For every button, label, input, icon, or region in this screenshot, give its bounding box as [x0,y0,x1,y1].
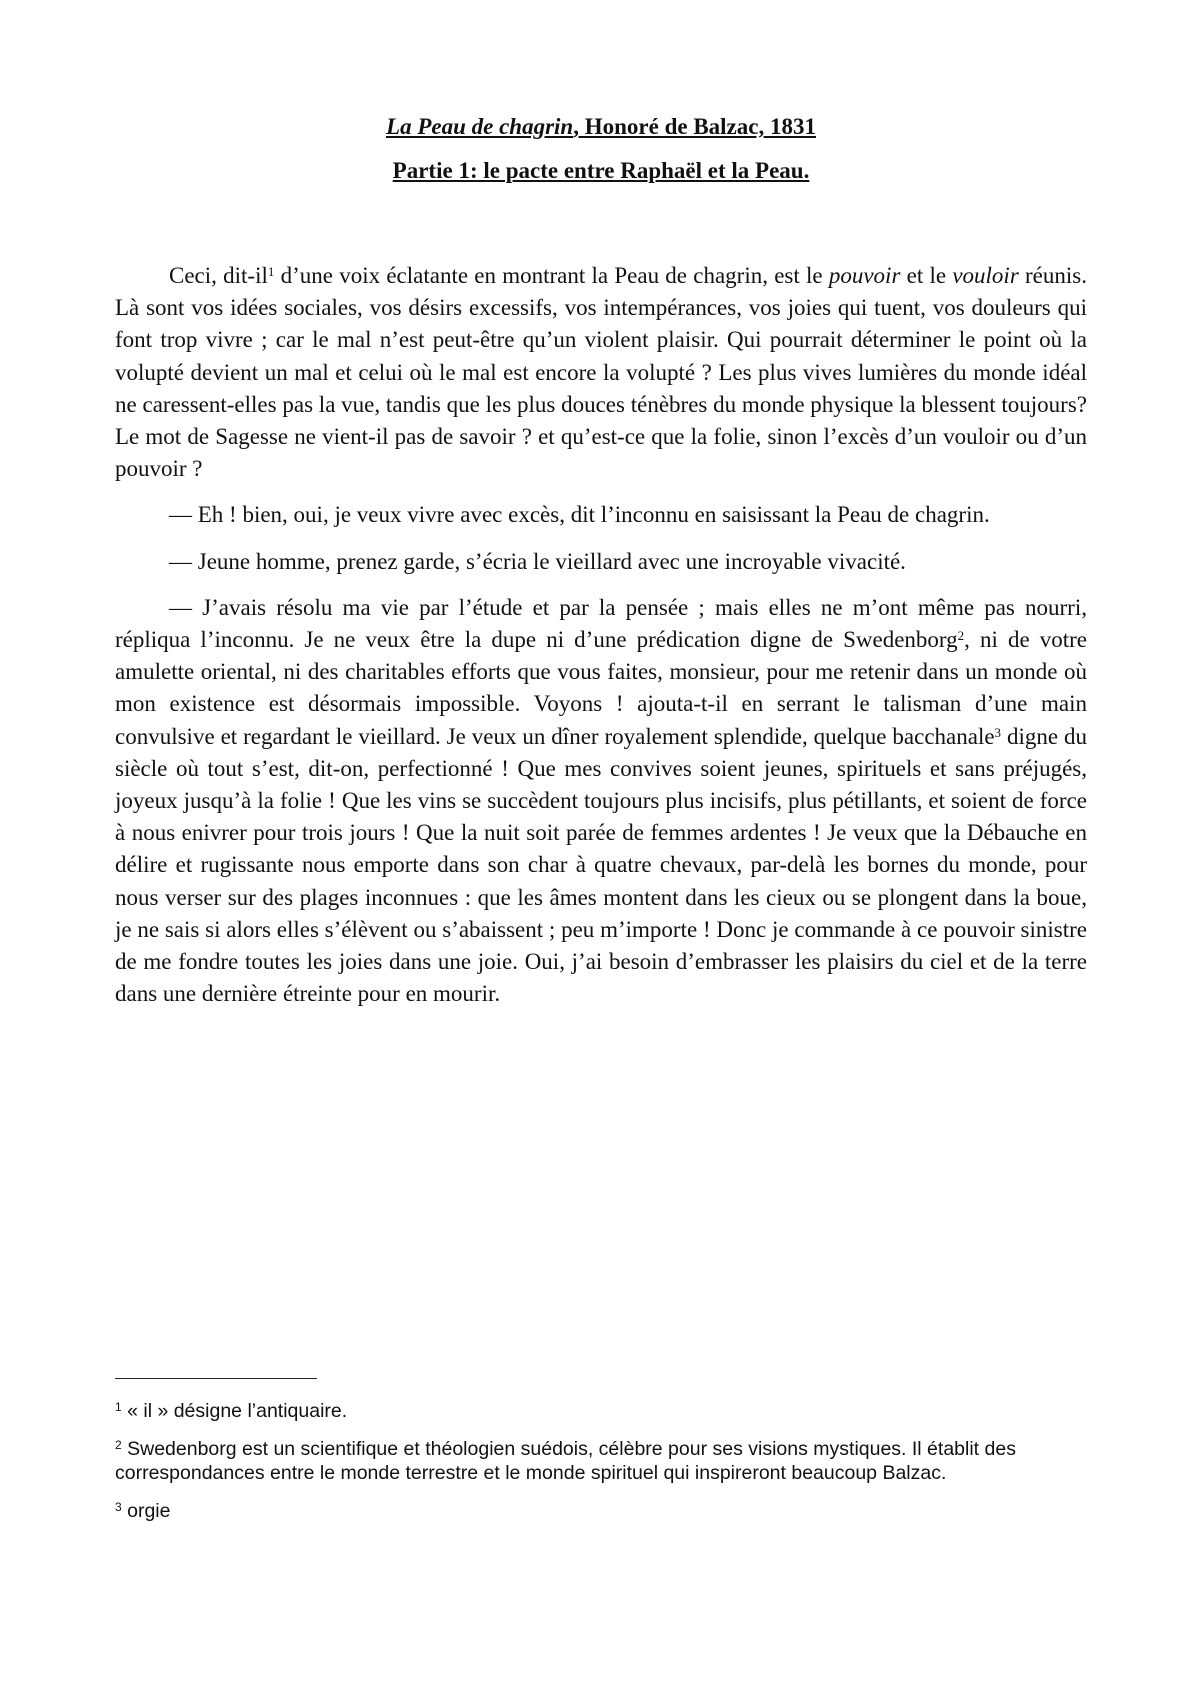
footnote-text: Swedenborg est un scientifique et théologien suédois, célèbre pour ses visions mystiques. Il établit des correspondances entre le monde terrestre et le monde spirituel qui inspireront beaucoup Balzac. [115,1438,1016,1484]
work-title: La Peau de chagrin [386,114,574,139]
footnote-1 [115,1399,1095,1423]
footnote-ref-1[interactable]: 1 [267,264,275,279]
document-page [115,110,1087,1024]
footnote-3 [115,1499,1095,1523]
footnote-ref-3[interactable]: 3 [994,724,1002,740]
text-run: Ceci, dit-il [169,263,268,288]
footnote-2 [115,1437,1095,1485]
paragraph-2: — Eh ! bien, oui, je veux vivre avec excès, dit l’inconnu en saisissant la Peau de chagrin. [169,502,990,528]
footnote-number: 1 [115,1400,122,1414]
paragraph-3: — Jeune homme, prenez garde, s’écria le vieillard avec une incroyable vivacité. [169,548,906,574]
text-run: réunis. Là sont vos idées sociales, vos désirs excessifs, vos intempérances, vos joies qui tuent, vos douleurs qui font trop vivre ; car le mal n’est peut-être qu’un violent plaisir. Qui pourrait déterminer le point où la volupté devient un mal et celui où le mal est encore la volupté ? Les plus vives lumières du monde idéal ne caressent-elles pas la vue, tandis que les plus douces ténèbres du monde physique la blessent toujours? Le mot de Sagesse ne vient-il pas de savoir ? et qu’est-ce que la folie, sinon l’excès d’un vouloir ou d’un pouvoir ? [115,263,1087,482]
text-run: — J’avais résolu ma vie par l’étude et par la pensée ; mais elles ne m’ont même pas nourri, répliqua l’inconnu. Je ne veux être la dupe ni d’une prédication digne de Swedenborg [115,594,1087,653]
footnote-ref-2[interactable]: 2 [957,628,965,644]
text-run: et le [900,263,953,288]
footnote-number: 3 [115,1500,122,1514]
emphasis-vouloir: vouloir [952,263,1019,288]
footnote-number: 2 [115,1438,122,1452]
footnotes [115,1378,1095,1537]
body-text [115,260,1087,1010]
section-subtitle: Partie 1: le pacte entre Raphaël et la Peau. [392,158,810,183]
emphasis-pouvoir: pouvoir [828,263,901,288]
footnote-text: orgie [121,1500,171,1522]
paragraph-1 [115,260,1087,485]
text-run: digne du siècle où tout s’est, dit-on, perfectionné ! Que mes convives soient jeunes, spirituels et sans préjugés, joyeux jusqu’à la folie ! Que les vins se succèdent toujours plus incisifs, plus pétillants, et soient de force à nous enivrer pour trois jours ! Que la nuit soit parée de femmes ardentes ! Je veux que la Débauche en délire et rugissante nous emporte dans son char à quatre chevaux, par-delà les bornes du monde, pour nous verser sur des plages inconnues : que les âmes montent dans les cieux ou se plongent dans la boue, je ne sais si alors elles s’élèvent ou s’abaissent ; peu m’importe ! Donc je commande à ce pouvoir sinistre de me fondre toutes les joies dans une joie. Oui, j’ai besoin d’embrasser les plaisirs du ciel et de la terre dans une dernière étreinte pour en mourir. [115,723,1087,1007]
text-run: d’une voix éclatante en montrant la Peau de chagrin, est le [274,263,829,288]
paragraph-4 [115,592,1087,1011]
document-title [115,110,1087,144]
footnote-text: « il » désigne l’antiquaire. [121,1400,348,1422]
footnote-separator [115,1378,317,1379]
author-and-date: , Honoré de Balzac, 1831 [573,114,816,139]
text-run: , ni de votre amulette oriental, ni des charitables efforts que vous faites, monsieur, pour me retenir dans un monde où mon existence est désormais impossible. Voyons ! ajouta-t-il en serrant le talisman d’une main convulsive et regardant le vieillard. Je veux un dîner royalement splendide, quelque bacchanale [115,627,1088,749]
